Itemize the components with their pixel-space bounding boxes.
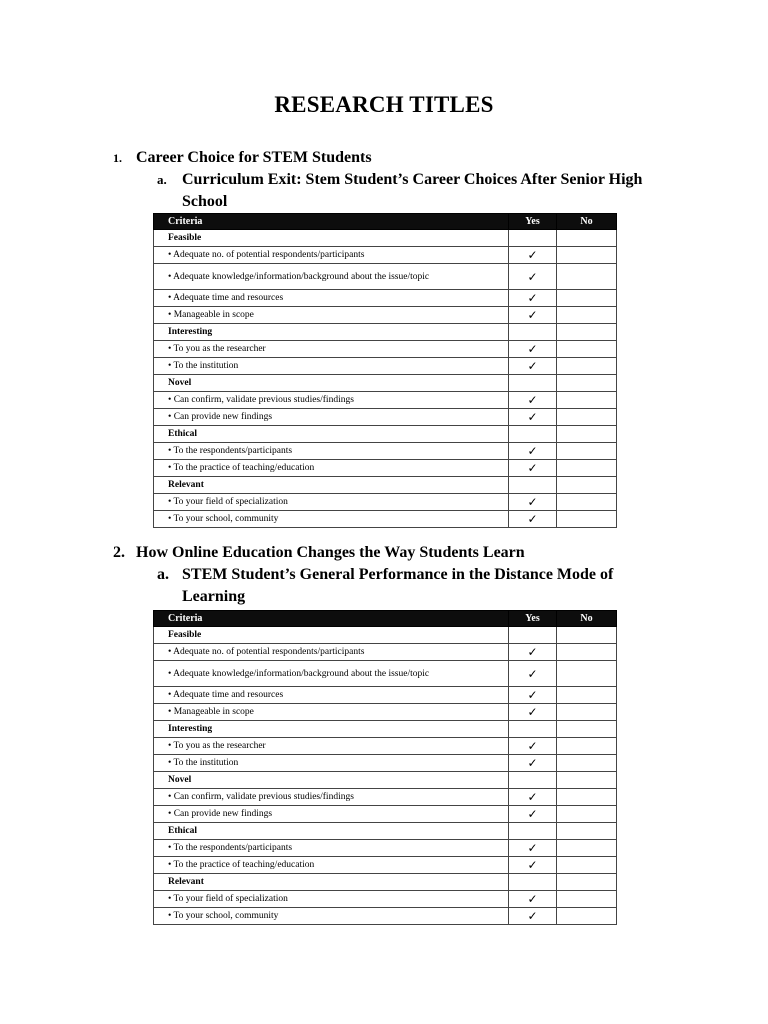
criteria-row (154, 908, 617, 925)
criteria-label: • To the practice of teaching/education (154, 857, 509, 874)
yes-check-cell: ✓ (509, 307, 557, 324)
no-cell (557, 891, 617, 908)
yes-check-cell: ✓ (509, 392, 557, 409)
header-no: No (557, 611, 617, 627)
no-cell (557, 755, 617, 772)
criteria-label: • Can provide new findings (154, 806, 509, 823)
criteria-label: • Can provide new findings (154, 409, 509, 426)
no-cell (557, 857, 617, 874)
no-cell (557, 823, 617, 840)
item-heading-text: How Online Education Changes the Way Students Learn (136, 544, 525, 561)
category-row (154, 230, 617, 247)
no-cell (557, 772, 617, 789)
category-row (154, 324, 617, 341)
criteria-label: • To the practice of teaching/education (154, 460, 509, 477)
no-cell (557, 247, 617, 264)
criteria-label: • To your field of specialization (154, 891, 509, 908)
criteria-label: • Adequate time and resources (154, 687, 509, 704)
table-header-row (154, 214, 617, 230)
no-cell (557, 358, 617, 375)
category-label: Relevant (154, 874, 509, 891)
yes-cell (509, 477, 557, 494)
yes-check-cell: ✓ (509, 661, 557, 687)
page-title: RESEARCH TITLES (274, 92, 494, 117)
criteria-label: • To you as the researcher (154, 738, 509, 755)
category-label: Feasible (154, 627, 509, 644)
criteria-row (154, 409, 617, 426)
criteria-table-2 (153, 610, 617, 925)
criteria-row (154, 704, 617, 721)
no-cell (557, 460, 617, 477)
yes-check-cell: ✓ (509, 290, 557, 307)
header-yes: Yes (509, 611, 557, 627)
yes-check-cell: ✓ (509, 511, 557, 528)
no-cell (557, 426, 617, 443)
category-label: Novel (154, 772, 509, 789)
criteria-label: • Manageable in scope (154, 307, 509, 324)
yes-check-cell: ✓ (509, 704, 557, 721)
criteria-label: • Adequate knowledge/information/background about the issue/topic (154, 661, 509, 687)
yes-cell (509, 627, 557, 644)
criteria-label: • Adequate time and resources (154, 290, 509, 307)
no-cell (557, 324, 617, 341)
yes-cell (509, 721, 557, 738)
category-label: Ethical (154, 426, 509, 443)
sub-title: Curriculum Exit: Stem Student’s Career Choices After Senior High School (182, 171, 643, 210)
header-criteria: Criteria (154, 214, 509, 230)
criteria-label: • To the respondents/participants (154, 443, 509, 460)
yes-check-cell: ✓ (509, 443, 557, 460)
criteria-label: • Adequate no. of potential respondents/participants (154, 644, 509, 661)
no-cell (557, 840, 617, 857)
criteria-row (154, 392, 617, 409)
yes-check-cell: ✓ (509, 644, 557, 661)
category-row (154, 426, 617, 443)
yes-check-cell: ✓ (509, 358, 557, 375)
criteria-row (154, 857, 617, 874)
criteria-label: • Adequate knowledge/information/background about the issue/topic (154, 264, 509, 290)
category-row (154, 375, 617, 392)
item-number: 2. (113, 544, 125, 561)
category-row (154, 874, 617, 891)
criteria-row (154, 755, 617, 772)
no-cell (557, 477, 617, 494)
yes-cell (509, 375, 557, 392)
criteria-row (154, 891, 617, 908)
no-cell (557, 307, 617, 324)
criteria-row (154, 460, 617, 477)
category-label: Relevant (154, 477, 509, 494)
category-label: Interesting (154, 324, 509, 341)
category-row (154, 721, 617, 738)
no-cell (557, 687, 617, 704)
criteria-row (154, 687, 617, 704)
yes-check-cell: ✓ (509, 789, 557, 806)
yes-check-cell: ✓ (509, 264, 557, 290)
no-cell (557, 290, 617, 307)
item-heading-1 (113, 149, 372, 167)
criteria-row (154, 511, 617, 528)
yes-check-cell: ✓ (509, 409, 557, 426)
no-cell (557, 908, 617, 925)
yes-check-cell: ✓ (509, 755, 557, 772)
header-yes: Yes (509, 214, 557, 230)
no-cell (557, 661, 617, 687)
yes-check-cell: ✓ (509, 494, 557, 511)
category-label: Ethical (154, 823, 509, 840)
criteria-row (154, 738, 617, 755)
yes-cell (509, 874, 557, 891)
criteria-label: • To the respondents/participants (154, 840, 509, 857)
category-row (154, 627, 617, 644)
no-cell (557, 494, 617, 511)
header-no: No (557, 214, 617, 230)
no-cell (557, 392, 617, 409)
yes-check-cell: ✓ (509, 857, 557, 874)
criteria-row (154, 247, 617, 264)
no-cell (557, 230, 617, 247)
criteria-label: • Manageable in scope (154, 704, 509, 721)
criteria-label: • To you as the researcher (154, 341, 509, 358)
yes-check-cell: ✓ (509, 840, 557, 857)
yes-cell (509, 426, 557, 443)
sub-heading-1 (157, 169, 657, 213)
category-label: Feasible (154, 230, 509, 247)
no-cell (557, 341, 617, 358)
no-cell (557, 627, 617, 644)
criteria-table-1 (153, 213, 617, 528)
criteria-row (154, 264, 617, 290)
criteria-label: • To your school, community (154, 511, 509, 528)
yes-cell (509, 324, 557, 341)
no-cell (557, 704, 617, 721)
yes-check-cell: ✓ (509, 908, 557, 925)
category-label: Novel (154, 375, 509, 392)
no-cell (557, 409, 617, 426)
yes-cell (509, 772, 557, 789)
item-heading-text: Career Choice for STEM Students (136, 149, 372, 166)
yes-check-cell: ✓ (509, 806, 557, 823)
criteria-row (154, 290, 617, 307)
criteria-row (154, 806, 617, 823)
no-cell (557, 375, 617, 392)
category-row (154, 823, 617, 840)
no-cell (557, 721, 617, 738)
yes-cell (509, 230, 557, 247)
item-number: 1. (113, 151, 122, 165)
criteria-row (154, 840, 617, 857)
sub-heading-2 (157, 564, 657, 608)
no-cell (557, 806, 617, 823)
no-cell (557, 789, 617, 806)
criteria-label: • To the institution (154, 358, 509, 375)
yes-check-cell: ✓ (509, 891, 557, 908)
category-label: Interesting (154, 721, 509, 738)
criteria-row (154, 307, 617, 324)
criteria-label: • To your field of specialization (154, 494, 509, 511)
no-cell (557, 264, 617, 290)
criteria-row (154, 494, 617, 511)
header-criteria: Criteria (154, 611, 509, 627)
yes-cell (509, 823, 557, 840)
criteria-row (154, 789, 617, 806)
criteria-label: • Can confirm, validate previous studies/findings (154, 392, 509, 409)
criteria-row (154, 661, 617, 687)
yes-check-cell: ✓ (509, 738, 557, 755)
no-cell (557, 874, 617, 891)
no-cell (557, 644, 617, 661)
category-row (154, 477, 617, 494)
item-heading-2 (113, 544, 525, 562)
no-cell (557, 443, 617, 460)
criteria-row (154, 443, 617, 460)
criteria-label: • Adequate no. of potential respondents/participants (154, 247, 509, 264)
criteria-row (154, 341, 617, 358)
table-header-row (154, 611, 617, 627)
criteria-label: • To the institution (154, 755, 509, 772)
criteria-row (154, 644, 617, 661)
sub-title: STEM Student’s General Performance in the Distance Mode of Learning (182, 566, 614, 605)
no-cell (557, 738, 617, 755)
category-row (154, 772, 617, 789)
criteria-label: • Can confirm, validate previous studies/findings (154, 789, 509, 806)
yes-check-cell: ✓ (509, 247, 557, 264)
criteria-row (154, 358, 617, 375)
no-cell (557, 511, 617, 528)
criteria-label: • To your school, community (154, 908, 509, 925)
yes-check-cell: ✓ (509, 460, 557, 477)
yes-check-cell: ✓ (509, 687, 557, 704)
yes-check-cell: ✓ (509, 341, 557, 358)
sub-letter: a. (157, 172, 167, 187)
sub-letter: a. (157, 566, 169, 583)
